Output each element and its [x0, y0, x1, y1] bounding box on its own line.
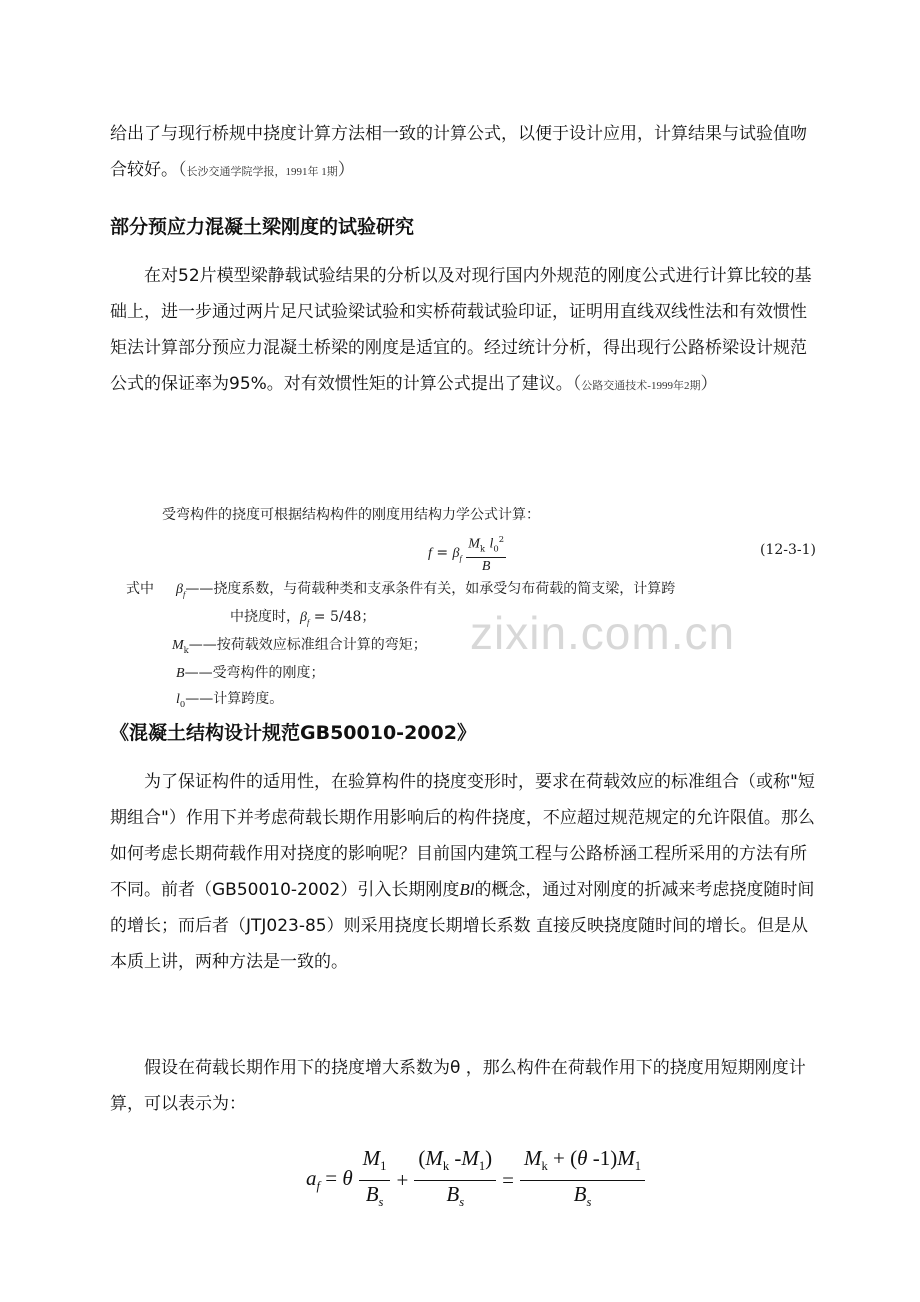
excerpt-label: 式中 — [126, 581, 154, 597]
excerpt-eq-number: (12-3-1) — [760, 542, 817, 558]
paragraph-2 — [110, 258, 822, 404]
watermark: zixin.com.cn — [470, 607, 736, 659]
excerpt-intro: 受弯构件的挠度可根据结构构件的刚度用结构力学公式计算： — [162, 507, 540, 523]
paragraph-1-text: 给出了与现行桥规中挠度计算方法相一致的计算公式，以便于设计应用，计算结果与试验值吻合较好。 — [110, 124, 807, 180]
heading-1: 部分预应力混凝土梁刚度的试验研究 — [110, 216, 415, 238]
excerpt-def-moment: $M_k——$按荷载效应标准组合计算的弯矩； — [172, 637, 427, 655]
heading-2: 《混凝土结构设计规范GB50010-2002》 — [110, 722, 476, 744]
paragraph-2-text: 在对52片模型梁静载试验结果的分析以及对现行国内外规范的刚度公式进行计算比较的基础上，进一步通过两片足尺试验梁试验和实桥荷载试验印证，证明用直线双线性法和有效惯性矩法计算部分预应力混凝土桥梁的刚度是适宜的。经过统计分析，得出现行公路桥梁设计规范公式的保证率为95%。对有效惯性矩的计算公式提出了建议。 — [110, 266, 812, 394]
deflection-formula: $a_f = \theta$ $\frac{M_1}{B_s}$ + $\frac{(M_k -M_1)}{B_s}$ = $\frac{M_k + (\theta -1)M_1}{B_s}$ — [306, 1148, 645, 1212]
paragraph-3: 为了保证构件的适用性，在验算构件的挠度变形时，要求在荷载效应的标准组合（或称"短期组合"）作用下并考虑荷载长期作用影响后的构件挠度，不应超过规范规定的允许限值。那么如何考虑长期荷载作用对挠度的影响呢？目前国内建筑工程与公路桥涵工程所采用的方法有所不同。前者（GB50010-2002）引入长期刚度Bl的概念，通过对刚度的折减来考虑挠度随时间的增长；而后者（JTJ023-85）则采用挠度长期增长系数 直接反映挠度随时间的增长。但是从本质上讲，两种方法是一致的。 — [110, 772, 815, 972]
excerpt-def-span: $l_0——$计算跨度。 — [176, 691, 284, 709]
excerpt-formula: $f = \beta_f$ $\frac{M_k l_0^2}{B}$ — [428, 530, 506, 576]
excerpt-def-beta: $\beta_f——$挠度系数，与荷载种类和支承条件有关，如承受匀布荷载的简支梁，计算跨 — [176, 581, 676, 599]
excerpt-def-stiffness: B——受弯构件的刚度； — [176, 665, 325, 681]
excerpt-def-beta-cont: 中挠度时，$\beta_f = 5/48$； — [230, 609, 376, 627]
citation-2: （公路交通技术-1999年2期） — [572, 374, 718, 394]
paragraph-4: 假设在荷载长期作用下的挠度增大系数为θ ，那么构件在荷载作用下的挠度用短期刚度计算，可以表示为： — [110, 1058, 806, 1114]
citation-1: （长沙交通学院学报，1991年 1期） — [178, 160, 355, 180]
paragraph-1 — [110, 116, 822, 190]
symbol-bl: Bl — [459, 880, 475, 899]
